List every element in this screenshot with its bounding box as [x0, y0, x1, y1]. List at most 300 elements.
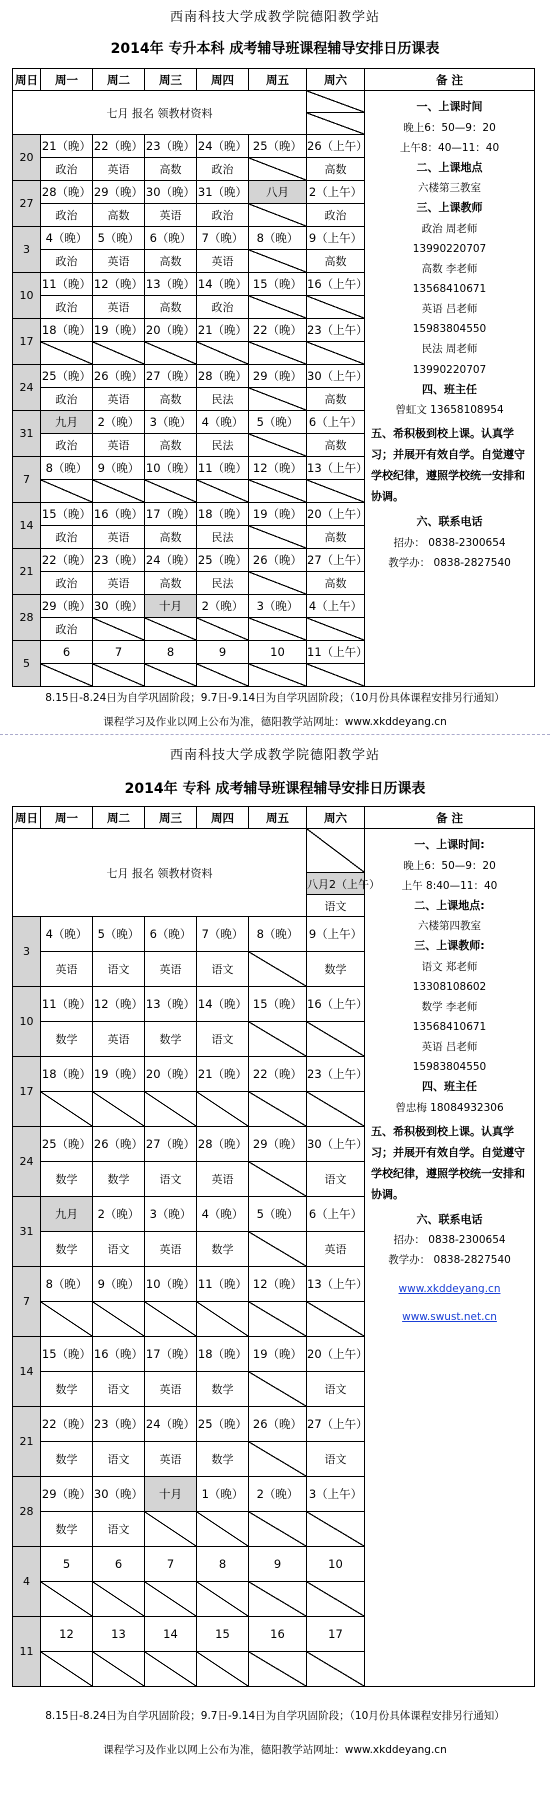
- subject-cell: 政治: [41, 158, 93, 181]
- day-cell: 9（上午）: [307, 917, 365, 952]
- empty-cell: [41, 1582, 93, 1617]
- subject-cell: 数学: [41, 1372, 93, 1407]
- empty-cell: [307, 113, 365, 135]
- empty-cell: [145, 664, 197, 687]
- subject-cell: 高数: [307, 526, 365, 549]
- remarks-column: [365, 91, 535, 687]
- day-cell: 12（晚）: [93, 273, 145, 296]
- day-cell: 30（上午）: [307, 1127, 365, 1162]
- subject-cell: 政治: [197, 158, 249, 181]
- subject-cell: 高数: [145, 296, 197, 319]
- day-cell: 21（晚）: [197, 319, 249, 342]
- day-cell: 25（晚）: [197, 549, 249, 572]
- subject-cell: 英语: [93, 572, 145, 595]
- week-number: 7: [13, 457, 41, 503]
- notes-heading: 一、上课时间:: [414, 838, 485, 851]
- week-number: 24: [13, 1127, 41, 1197]
- notes-text: 13568410671: [412, 1021, 487, 1034]
- empty-cell: [197, 1302, 249, 1337]
- day-cell: 26（晚）: [249, 1407, 307, 1442]
- subject-cell: 民法: [197, 526, 249, 549]
- subject-cell: 数学: [197, 1372, 249, 1407]
- empty-cell: [41, 342, 93, 365]
- day-cell: 5（晚）: [93, 227, 145, 250]
- week-number: 31: [13, 1197, 41, 1267]
- notes-text: 13990220707: [412, 363, 487, 376]
- day-cell: 14: [145, 1617, 197, 1652]
- empty-cell: [249, 1582, 307, 1617]
- empty-cell: [145, 618, 197, 641]
- empty-cell: [249, 1162, 307, 1197]
- day-cell: 25（晚）: [41, 1127, 93, 1162]
- day-cell: 7（晚）: [197, 917, 249, 952]
- subject-cell: 英语: [93, 388, 145, 411]
- subject-cell: 数学: [307, 952, 365, 987]
- notes-heading: 二、上课地点:: [414, 898, 485, 912]
- week-number: 28: [13, 595, 41, 641]
- day-cell: 4（晚）: [41, 227, 93, 250]
- day-cell: 8: [145, 641, 197, 664]
- empty-cell: [249, 1302, 307, 1337]
- notes-text: 招办： 0838-2300654: [393, 1234, 506, 1247]
- empty-cell: [249, 664, 307, 687]
- day-cell: 30（晚）: [145, 181, 197, 204]
- col-header: 周三: [145, 807, 197, 829]
- day-cell: 11（晚）: [41, 987, 93, 1022]
- day-cell: 25（晚）: [249, 135, 307, 158]
- day-cell: 15（晚）: [41, 503, 93, 526]
- empty-cell: [197, 1652, 249, 1687]
- day-cell: 27（上午）: [307, 549, 365, 572]
- day-cell: 14（晚）: [197, 273, 249, 296]
- notes-heading: 二、上课地点: [416, 160, 483, 174]
- day-cell: 3（晚）: [249, 595, 307, 618]
- col-header: 周一: [41, 807, 93, 829]
- empty-cell: [249, 296, 307, 319]
- day-cell: 17（晚）: [145, 1337, 197, 1372]
- day-cell: 28（晚）: [41, 181, 93, 204]
- day-cell: 8（晚）: [249, 227, 307, 250]
- day-cell: 21（晚）: [41, 135, 93, 158]
- day-cell: 5: [41, 1547, 93, 1582]
- section-divider: [0, 734, 550, 735]
- subject-cell: 民法: [197, 572, 249, 595]
- day-cell: 18（晚）: [41, 319, 93, 342]
- col-header: 周二: [93, 807, 145, 829]
- notes-text: 晚上6：50—9：20: [403, 859, 496, 872]
- notes-text: 曾虹文 13658108954: [395, 404, 504, 417]
- empty-cell: [307, 1652, 365, 1687]
- notes-heading: 一、上课时间: [416, 100, 483, 113]
- empty-cell: [249, 158, 307, 181]
- subject-cell: 英语: [197, 250, 249, 273]
- day-cell: 23（上午）: [307, 319, 365, 342]
- subject-cell: 政治: [41, 526, 93, 549]
- col-header: 周五: [249, 69, 307, 91]
- empty-cell: [197, 1582, 249, 1617]
- footnote-bottom-2: 课程学习及作业以网上公布为准，德阳教学站网址：www.xkddeyang.cn: [103, 1744, 447, 1756]
- day-cell: 九月: [41, 411, 93, 434]
- empty-cell: [249, 1232, 307, 1267]
- week-number: 14: [13, 503, 41, 549]
- day-cell: 25（晚）: [197, 1407, 249, 1442]
- schedule-title-bottom: 2014年 专科 成考辅导班课程辅导安排日历课表: [124, 781, 426, 797]
- header-row: [13, 807, 535, 829]
- empty-cell: [249, 952, 307, 987]
- subject-cell: 英语: [307, 1232, 365, 1267]
- day-cell: 28（晚）: [197, 1127, 249, 1162]
- subject-cell: 数学: [41, 1442, 93, 1477]
- header-row: [13, 69, 535, 91]
- notes-heading: 六、联系电话: [416, 514, 483, 528]
- empty-cell: [145, 1302, 197, 1337]
- day-cell: 5（晚）: [93, 917, 145, 952]
- notes-text: 13308108602: [412, 981, 487, 994]
- notes-text: 13568410671: [412, 283, 487, 296]
- empty-cell: [249, 342, 307, 365]
- notes-text: 曾忠梅 18084932306: [395, 1102, 504, 1115]
- day-cell: 20（上午）: [307, 503, 365, 526]
- subject-cell: 英语: [145, 204, 197, 227]
- empty-cell: [145, 1092, 197, 1127]
- col-header: 周六: [307, 69, 365, 91]
- day-cell: 十月: [145, 595, 197, 618]
- notes-text: 语文 郑老师: [421, 961, 478, 974]
- day-cell: 2（晚）: [93, 1197, 145, 1232]
- day-cell: 24（晚）: [145, 549, 197, 572]
- day-cell: 3（晚）: [145, 1197, 197, 1232]
- week-number: 4: [13, 1547, 41, 1617]
- day-cell: 22（晚）: [249, 1057, 307, 1092]
- calendar-table-bottom: [12, 806, 535, 1687]
- notes-text: 上午 8:40—11：40: [401, 879, 498, 892]
- empty-cell: [307, 296, 365, 319]
- day-cell: 26（晚）: [249, 549, 307, 572]
- day-cell: 11（上午）: [307, 641, 365, 664]
- subject-cell: 政治: [41, 434, 93, 457]
- day-cell: 23（晚）: [93, 1407, 145, 1442]
- empty-cell: [41, 1302, 93, 1337]
- notes-paragraph: 五、希积极到校上课。认真学习；并展开有效自学。自觉遵守学校纪律，遵照学校统一安排和协调。: [371, 1125, 525, 1201]
- subject-cell: 语文: [145, 1162, 197, 1197]
- subject-cell: 数学: [41, 1512, 93, 1547]
- day-cell: 9: [249, 1547, 307, 1582]
- notes-text: 六楼第四教室: [418, 920, 481, 933]
- subject-cell: 英语: [93, 526, 145, 549]
- day-cell: 20（晚）: [145, 319, 197, 342]
- day-cell: 17: [307, 1617, 365, 1652]
- empty-cell: [307, 1092, 365, 1127]
- week-number: 3: [13, 917, 41, 987]
- week-number: 7: [13, 1267, 41, 1337]
- empty-cell: [93, 664, 145, 687]
- day-cell: 15（晚）: [249, 987, 307, 1022]
- col-header: 周四: [197, 807, 249, 829]
- notes-text: 15983804550: [412, 323, 487, 336]
- day-cell: 23（晚）: [145, 135, 197, 158]
- subject-cell: 高数: [307, 434, 365, 457]
- notes-heading: 三、上课教师:: [414, 939, 485, 953]
- notes-text: 教学办： 0838-2827540: [388, 1254, 511, 1267]
- subject-cell: 语文: [307, 1162, 365, 1197]
- empty-cell: [41, 480, 93, 503]
- day-cell: 29（晚）: [93, 181, 145, 204]
- day-cell: 29（晚）: [41, 595, 93, 618]
- subject-cell: 语文: [93, 1512, 145, 1547]
- subject-cell: 高数: [307, 388, 365, 411]
- subject-cell: 英语: [93, 250, 145, 273]
- day-cell: 5（晚）: [249, 411, 307, 434]
- day-cell: 2（晚）: [93, 411, 145, 434]
- empty-cell: [249, 1372, 307, 1407]
- day-cell: 11（晚）: [197, 1267, 249, 1302]
- subject-cell: 政治: [41, 388, 93, 411]
- subject-cell: 语文: [197, 1022, 249, 1057]
- empty-cell: [249, 388, 307, 411]
- day-cell: 26（晚）: [93, 1127, 145, 1162]
- notes-text: 民法 周老师: [421, 343, 478, 356]
- empty-cell: [249, 618, 307, 641]
- subject-cell: 语文: [93, 1372, 145, 1407]
- day-cell: 6（上午）: [307, 1197, 365, 1232]
- day-cell: 28（晚）: [197, 365, 249, 388]
- day-cell: 29（晚）: [249, 1127, 307, 1162]
- empty-cell: [145, 342, 197, 365]
- website-link[interactable]: www.xkddeyang.cn: [398, 1282, 501, 1295]
- notes-text: 招办： 0838-2300654: [393, 536, 506, 549]
- day-cell: 13（晚）: [145, 273, 197, 296]
- empty-cell: [307, 1302, 365, 1337]
- day-cell: 13（晚）: [145, 987, 197, 1022]
- col-header: 周三: [145, 69, 197, 91]
- day-cell: 6: [41, 641, 93, 664]
- subject-cell: 政治: [41, 204, 93, 227]
- day-cell: 3（晚）: [145, 411, 197, 434]
- day-cell: 12（晚）: [249, 457, 307, 480]
- empty-cell: [249, 1092, 307, 1127]
- footnote-top-2: 课程学习及作业以网上公布为准，德阳教学站网址：www.xkddeyang.cn: [103, 716, 447, 728]
- day-cell: 13（上午）: [307, 457, 365, 480]
- day-cell: 7（晚）: [197, 227, 249, 250]
- notes-text: 15983804550: [412, 1061, 487, 1074]
- col-header: 周四: [197, 69, 249, 91]
- week-number: 21: [13, 549, 41, 595]
- day-cell: 18（晚）: [41, 1057, 93, 1092]
- notes-text: 教学办： 0838-2827540: [388, 556, 511, 569]
- empty-cell: [93, 1302, 145, 1337]
- notes-text: 数学 李老师: [421, 1001, 478, 1014]
- empty-cell: [93, 618, 145, 641]
- day-cell: 14（晚）: [197, 987, 249, 1022]
- subject-cell: 高数: [145, 526, 197, 549]
- subject-cell: 高数: [307, 158, 365, 181]
- schedule-title-top: 2014年 专升本科 成考辅导班课程辅导安排日历课表: [110, 41, 440, 57]
- day-cell: 22（晚）: [93, 135, 145, 158]
- day-cell: 22（晚）: [41, 549, 93, 572]
- week-number: 31: [13, 411, 41, 457]
- empty-cell: [249, 1022, 307, 1057]
- day-cell: 27（上午）: [307, 1407, 365, 1442]
- day-cell: 7: [93, 641, 145, 664]
- subject-cell: 政治: [41, 250, 93, 273]
- empty-cell: [41, 1652, 93, 1687]
- day-cell: 10（晚）: [145, 457, 197, 480]
- subject-cell: 英语: [145, 952, 197, 987]
- empty-cell: [93, 342, 145, 365]
- subject-cell: 英语: [93, 434, 145, 457]
- day-cell: 6: [93, 1547, 145, 1582]
- day-cell: 12（晚）: [249, 1267, 307, 1302]
- day-cell: 8: [197, 1547, 249, 1582]
- subject-cell: 高数: [145, 434, 197, 457]
- week-number: 17: [13, 319, 41, 365]
- day-cell: 26（上午）: [307, 135, 365, 158]
- empty-cell: [93, 1092, 145, 1127]
- col-header: 周五: [249, 807, 307, 829]
- day-cell: 12（晚）: [93, 987, 145, 1022]
- empty-cell: [307, 480, 365, 503]
- day-cell: 10: [307, 1547, 365, 1582]
- notes-heading: 四、班主任: [422, 1080, 477, 1094]
- day-cell: 16（晚）: [93, 503, 145, 526]
- notes-heading: 四、班主任: [422, 382, 477, 396]
- subject-cell: 英语: [41, 952, 93, 987]
- day-cell: 30（晚）: [93, 595, 145, 618]
- week-number: 24: [13, 365, 41, 411]
- notes-heading: 三、上课教师: [416, 201, 483, 215]
- day-cell: 30（上午）: [307, 365, 365, 388]
- day-cell: 4（晚）: [197, 1197, 249, 1232]
- empty-cell: [93, 480, 145, 503]
- day-cell: 13（上午）: [307, 1267, 365, 1302]
- day-cell: 5（晚）: [249, 1197, 307, 1232]
- col-header: 周六: [307, 807, 365, 829]
- notes-paragraph: 五、希积极到校上课。认真学习；并展开有效自学。自觉遵守学校纪律，遵照学校统一安排和协调。: [371, 427, 525, 503]
- day-cell: 27（晚）: [145, 1127, 197, 1162]
- empty-cell: [197, 480, 249, 503]
- subject-cell: 高数: [145, 250, 197, 273]
- subject-cell: 英语: [145, 1372, 197, 1407]
- subject-cell: 民法: [197, 388, 249, 411]
- subject-cell: 高数: [307, 572, 365, 595]
- subject-cell: 政治: [307, 204, 365, 227]
- empty-cell: [249, 572, 307, 595]
- week-number: 10: [13, 987, 41, 1057]
- col-header: 周一: [41, 69, 93, 91]
- empty-cell: [145, 1582, 197, 1617]
- notes-text: 上午8：40—11：40: [399, 141, 500, 154]
- empty-cell: [197, 342, 249, 365]
- day-cell: 16（晚）: [93, 1337, 145, 1372]
- subject-cell: 数学: [197, 1232, 249, 1267]
- subject-cell: 政治: [197, 204, 249, 227]
- empty-cell: [93, 1582, 145, 1617]
- week-number: 14: [13, 1337, 41, 1407]
- day-cell: 3（上午）: [307, 1477, 365, 1512]
- footnote-bottom-1: 8.15日-8.24日为自学巩固阶段；9.7日-9.14日为自学巩固阶段；（10月份具体课程安排另行通知）: [45, 1710, 505, 1722]
- day-cell: 19（晚）: [249, 503, 307, 526]
- empty-cell: [249, 434, 307, 457]
- enrollment-note: 七月 报名 领教材资料: [13, 829, 307, 917]
- subject-cell: 英语: [93, 296, 145, 319]
- subject-cell: 政治: [197, 296, 249, 319]
- empty-cell: [307, 91, 365, 113]
- day-cell-aug: 八月2（上午）: [307, 873, 365, 895]
- day-cell: 23（上午）: [307, 1057, 365, 1092]
- subject-cell: 英语: [93, 158, 145, 181]
- day-cell: 九月: [41, 1197, 93, 1232]
- empty-cell: [307, 342, 365, 365]
- week-number: 21: [13, 1407, 41, 1477]
- notes-text: 13990220707: [412, 243, 487, 256]
- day-cell: 22（晚）: [41, 1407, 93, 1442]
- empty-cell: [197, 618, 249, 641]
- subject-cell: 高数: [93, 204, 145, 227]
- subject-cell: 语文: [93, 1442, 145, 1477]
- week-number: 3: [13, 227, 41, 273]
- notes-text: 晚上6：50—9：20: [403, 121, 496, 134]
- empty-cell: [307, 829, 365, 873]
- empty-cell: [249, 1442, 307, 1477]
- day-cell: 31（晚）: [197, 181, 249, 204]
- empty-cell: [197, 664, 249, 687]
- col-header: 备 注: [365, 807, 535, 829]
- empty-cell: [307, 618, 365, 641]
- subject-cell: 数学: [93, 1162, 145, 1197]
- week-number: 27: [13, 181, 41, 227]
- subject-cell: 高数: [307, 250, 365, 273]
- empty-cell: [307, 1022, 365, 1057]
- notes-text: 政治 周老师: [421, 223, 478, 236]
- day-cell: 9（晚）: [93, 1267, 145, 1302]
- empty-cell: [41, 664, 93, 687]
- website-link[interactable]: www.swust.net.cn: [402, 1310, 497, 1323]
- empty-cell: [249, 480, 307, 503]
- day-cell: 4（晚）: [197, 411, 249, 434]
- day-cell: 18（晚）: [197, 503, 249, 526]
- day-cell: 10（晚）: [145, 1267, 197, 1302]
- subject-cell: 政治: [41, 572, 93, 595]
- subject-cell: 政治: [41, 618, 93, 641]
- day-cell: 20（上午）: [307, 1337, 365, 1372]
- subject-cell: 英语: [197, 1162, 249, 1197]
- day-cell: 十月: [145, 1477, 197, 1512]
- day-cell: 8（晚）: [41, 457, 93, 480]
- notes-heading: 六、联系电话: [416, 1212, 483, 1226]
- subject-cell: 高数: [145, 572, 197, 595]
- day-cell: 6（上午）: [307, 411, 365, 434]
- empty-cell: [145, 480, 197, 503]
- notes-text: 六楼第三教室: [418, 182, 481, 195]
- day-cell: 15: [197, 1617, 249, 1652]
- week-number: 10: [13, 273, 41, 319]
- day-cell: 25（晚）: [41, 365, 93, 388]
- empty-cell: [307, 664, 365, 687]
- remarks-column: [365, 829, 535, 1687]
- empty-cell: [145, 1652, 197, 1687]
- subject-cell: 英语: [145, 1442, 197, 1477]
- day-cell: 29（晚）: [41, 1477, 93, 1512]
- day-cell: 2（晚）: [197, 595, 249, 618]
- day-cell: 19（晚）: [249, 1337, 307, 1372]
- day-cell: 13: [93, 1617, 145, 1652]
- org-name-bottom: 西南科技大学成教学院德阳教学站: [169, 748, 380, 763]
- day-cell: 八月: [249, 181, 307, 204]
- day-cell: 24（晚）: [145, 1407, 197, 1442]
- day-cell: 8（晚）: [41, 1267, 93, 1302]
- day-cell: 18（晚）: [197, 1337, 249, 1372]
- day-cell: 8（晚）: [249, 917, 307, 952]
